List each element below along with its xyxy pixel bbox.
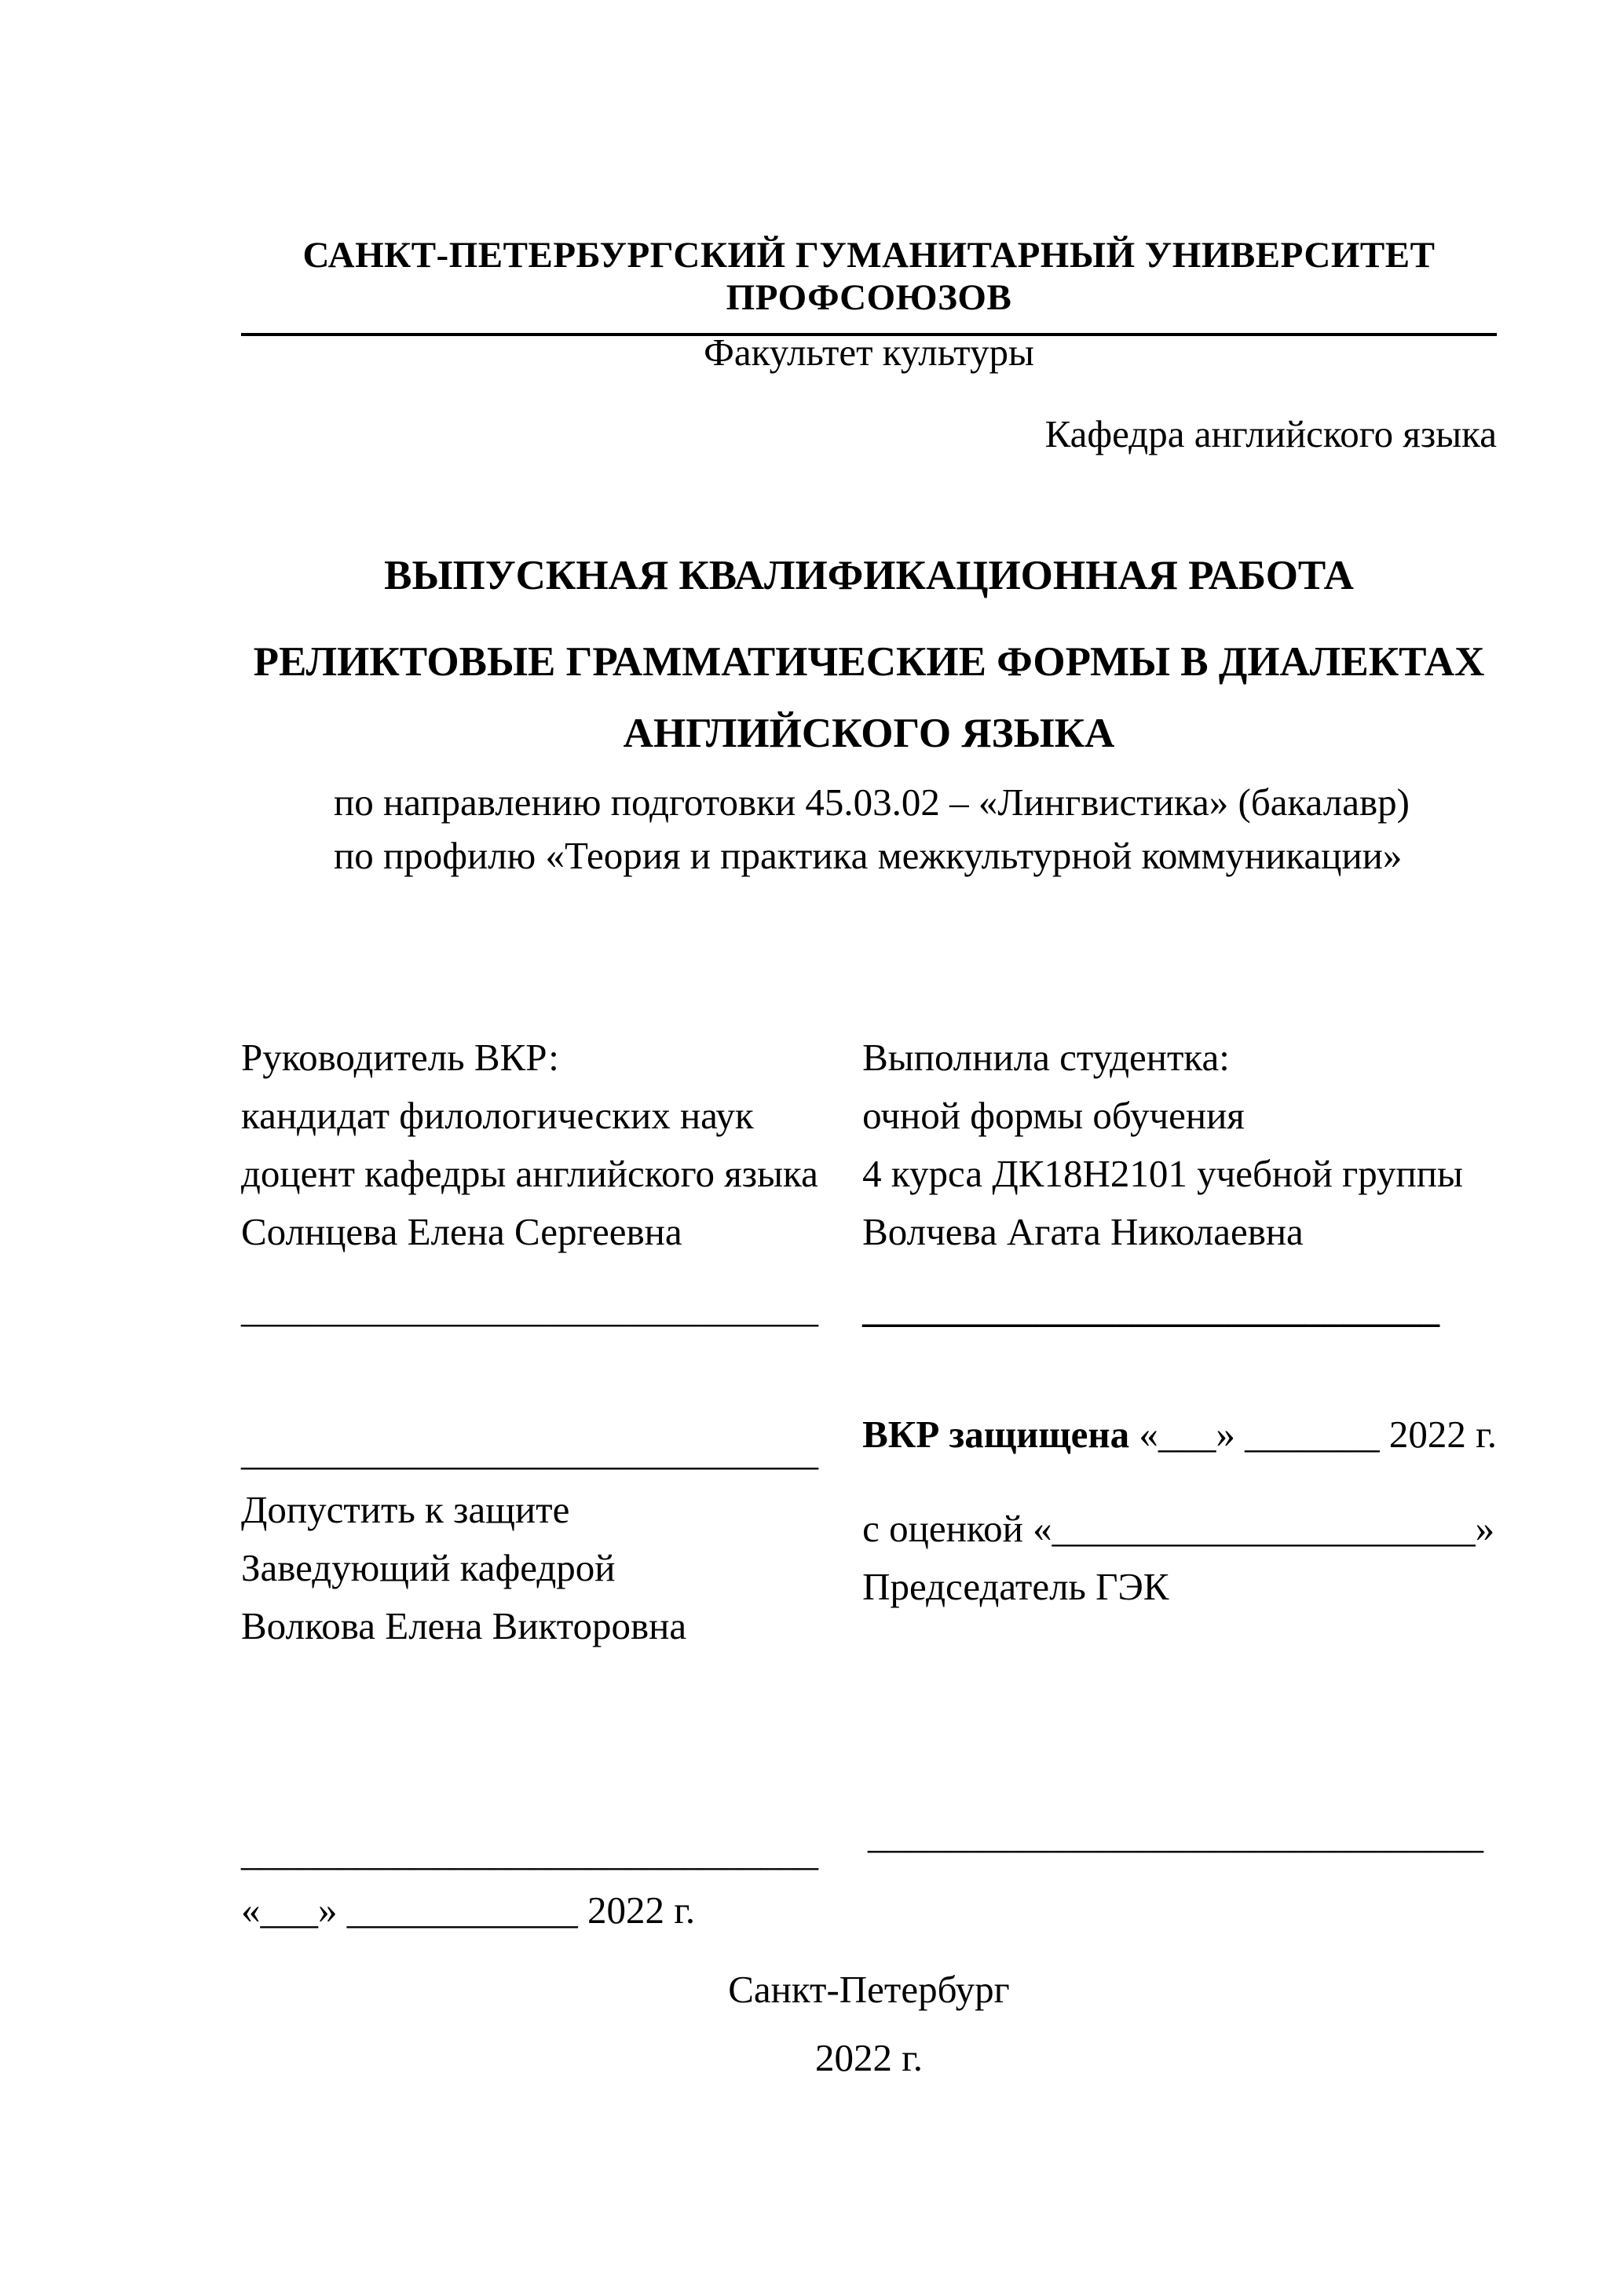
grade-line: с оценкой «______________________» — [862, 1507, 1495, 1550]
defense-date-blank: «___» _______ 2022 г. — [1129, 1413, 1497, 1456]
bottom-date-line: «___» ____________ 2022 г. — [241, 1888, 696, 1932]
thesis-title — [241, 627, 1497, 770]
supervisor-name: Солнцева Елена Сергеевна — [241, 1210, 682, 1253]
profile-line: по профилю «Теория и практика межкультурной коммуникации» — [334, 834, 1403, 877]
student-group: 4 курса ДК18Н2101 учебной группы — [862, 1152, 1463, 1195]
signatures-section — [241, 1029, 1497, 1655]
department-head-name: Волкова Елена Викторовна — [241, 1604, 687, 1647]
supervisor-degree: кандидат филологических наук — [241, 1094, 754, 1137]
student-study-form: очной формы обучения — [862, 1094, 1245, 1137]
bottom-right-signature-line: ________________________________ — [868, 1813, 1483, 1856]
program-line: по направлению подготовки 45.03.02 – «Лингвистика» (бакалавр) — [334, 781, 1410, 824]
student-column — [862, 1029, 1497, 1655]
student-signature-line: ______________________________ — [862, 1287, 1440, 1330]
thesis-title-line2: АНГЛИЙСКОГО ЯЗЫКА — [623, 711, 1115, 756]
supervisor-column — [241, 1029, 862, 1655]
bottom-left-column — [241, 1806, 868, 1940]
supervisor-signature-line: ______________________________ — [241, 1287, 818, 1330]
work-type-heading: ВЫПУСКНАЯ КВАЛИФИКАЦИОННАЯ РАБОТА — [384, 553, 1354, 598]
faculty-name: Факультет культуры — [704, 331, 1034, 374]
chairman-label: Председатель ГЭК — [862, 1565, 1169, 1608]
bottom-left-signature-line: ______________________________ — [241, 1830, 818, 1874]
city-label: Санкт-Петербург — [728, 1968, 1010, 2011]
department-head-title: Заведующий кафедрой — [241, 1546, 616, 1589]
thesis-title-line1: РЕЛИКТОВЫЕ ГРАММАТИЧЕСКИЕ ФОРМЫ В ДИАЛЕКТАХ — [253, 639, 1485, 685]
supervisor-role-label: Руководитель ВКР: — [241, 1036, 559, 1079]
approval-signature-line: ______________________________ — [241, 1430, 818, 1473]
defense-date-line — [862, 1406, 1497, 1464]
bottom-signatures-section — [241, 1806, 1497, 1940]
supervisor-position: доцент кафедры английского языка — [241, 1152, 818, 1195]
defense-date-label: ВКР защищена — [862, 1413, 1130, 1456]
program-block — [334, 776, 1504, 883]
year-label: 2022 г. — [814, 2036, 924, 2079]
university-name: САНКТ-ПЕТЕРБУРГСКИЙ ГУМАНИТАРНЫЙ УНИВЕРСИТЕТ ПРОФСОЮЗОВ — [241, 234, 1497, 336]
student-role-label: Выполнила студентка: — [862, 1036, 1230, 1079]
department-name: Кафедра английского языка — [1044, 412, 1497, 455]
bottom-right-column — [868, 1806, 1497, 1940]
admit-to-defense-label: Допустить к защите — [241, 1488, 570, 1531]
student-name: Волчева Агата Николаевна — [862, 1210, 1304, 1253]
